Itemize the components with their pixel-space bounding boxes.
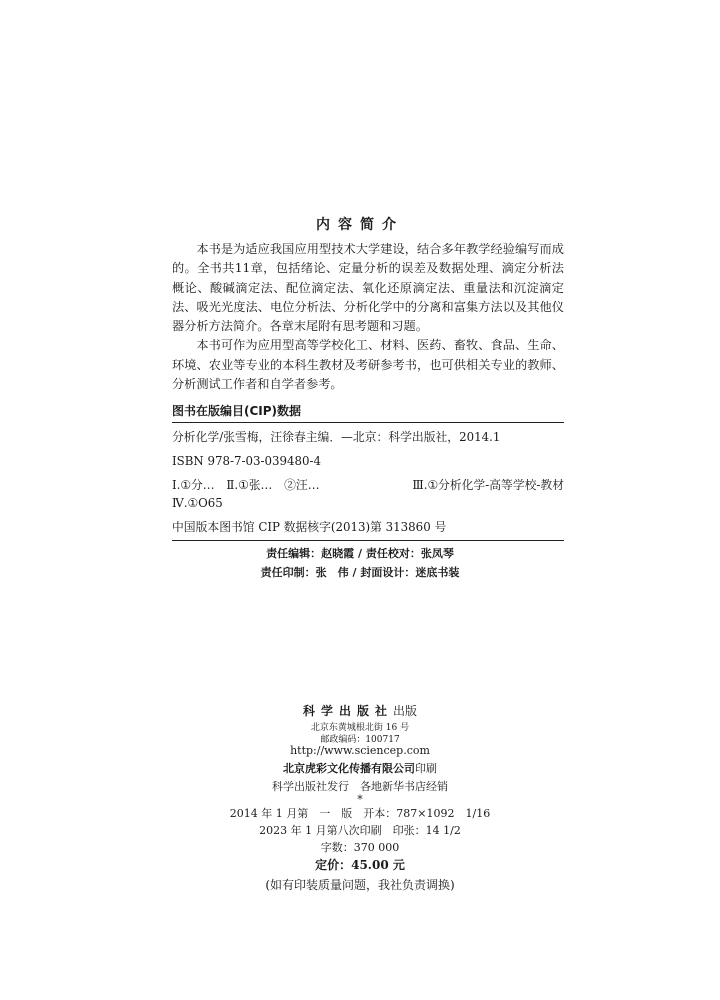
cip-core-note: 中国版本图书馆 CIP 数据核字(2013)第 313860 号	[172, 520, 447, 534]
publisher-website: http://www.sciencep.com	[290, 744, 430, 757]
publisher-name: 科学出版社	[302, 704, 393, 718]
publisher-postcode: 邮政编码：100717	[320, 735, 400, 745]
cip-classification	[172, 476, 564, 512]
cip-isbn-block	[172, 452, 564, 470]
cip-bottom-divider	[172, 540, 564, 541]
cip-class-right: Ⅲ.①分析化学-高等学校-教材	[412, 478, 564, 492]
distribution-line: 科学出版社发行 各地新华书店经销	[272, 780, 448, 793]
summary-paragraph-1: 本书是为适应我国应用型技术大学建设，结合多年教学经验编写而成的。全书共11章，包括绪论、定量分析的误差及数据处理、滴定分析法概论、酸碱滴定法、配位滴定法、氧化还原滴定法、重量法和沉淀滴定法、吸光光度法、电位分析法、分析化学中的分离和富集方法以及其他仪器分析方法简介。各章末尾附有思考题和习题。	[172, 242, 564, 334]
quality-notice: (如有印装质量问题，我社负责调换)	[265, 878, 455, 892]
cip-title: 图书在版编目(CIP)数据	[172, 404, 302, 418]
publisher-line	[0, 702, 720, 719]
edition-line: 2014 年 1 月第 一 版 开本：787×1092 1/16	[229, 807, 491, 820]
printer-name: 北京虎彩文化传播有限公司	[283, 762, 415, 775]
summary-title: 内容简介	[316, 217, 404, 233]
publisher-suffix: 出版	[393, 704, 418, 718]
cip-class-line2: Ⅳ.①O65	[172, 496, 223, 510]
cip-top-divider	[172, 422, 564, 423]
cip-classification-row	[172, 476, 564, 494]
word-count: 字数：370 000	[320, 841, 400, 854]
cip-note-block	[172, 518, 564, 536]
cip-catalog-line: 分析化学/张雪梅，汪徐春主编．—北京：科学出版社，2014.1	[172, 430, 501, 444]
credits-line-2: 责任印制：张 伟 / 封面设计：迷底书装	[260, 566, 460, 579]
credits-line-1: 责任编辑：赵晓霞 / 责任校对：张凤琴	[266, 547, 454, 560]
summary-body	[172, 240, 564, 394]
colophon-separator: *	[357, 793, 363, 806]
printer-line	[0, 760, 720, 776]
printer-suffix: 印刷	[415, 762, 437, 775]
cip-class-left: Ⅰ.①分… Ⅱ.①张… ②汪…	[172, 478, 320, 492]
price: 定价：45.00 元	[315, 858, 405, 872]
cip-record	[172, 428, 564, 446]
publisher-address: 北京东黄城根北街 16 号	[310, 723, 410, 733]
summary-paragraph-2: 本书可作为应用型高等学校化工、材料、医药、畜牧、食品、生命、环境、农业等专业的本科生教材及考研参考书，也可供相关专业的教师、分析测试工作者和自学者参考。	[172, 338, 564, 392]
printing-line: 2023 年 1 月第八次印刷 印张：14 1/2	[259, 824, 461, 837]
cip-isbn: ISBN 978-7-03-039480-4	[172, 454, 321, 468]
